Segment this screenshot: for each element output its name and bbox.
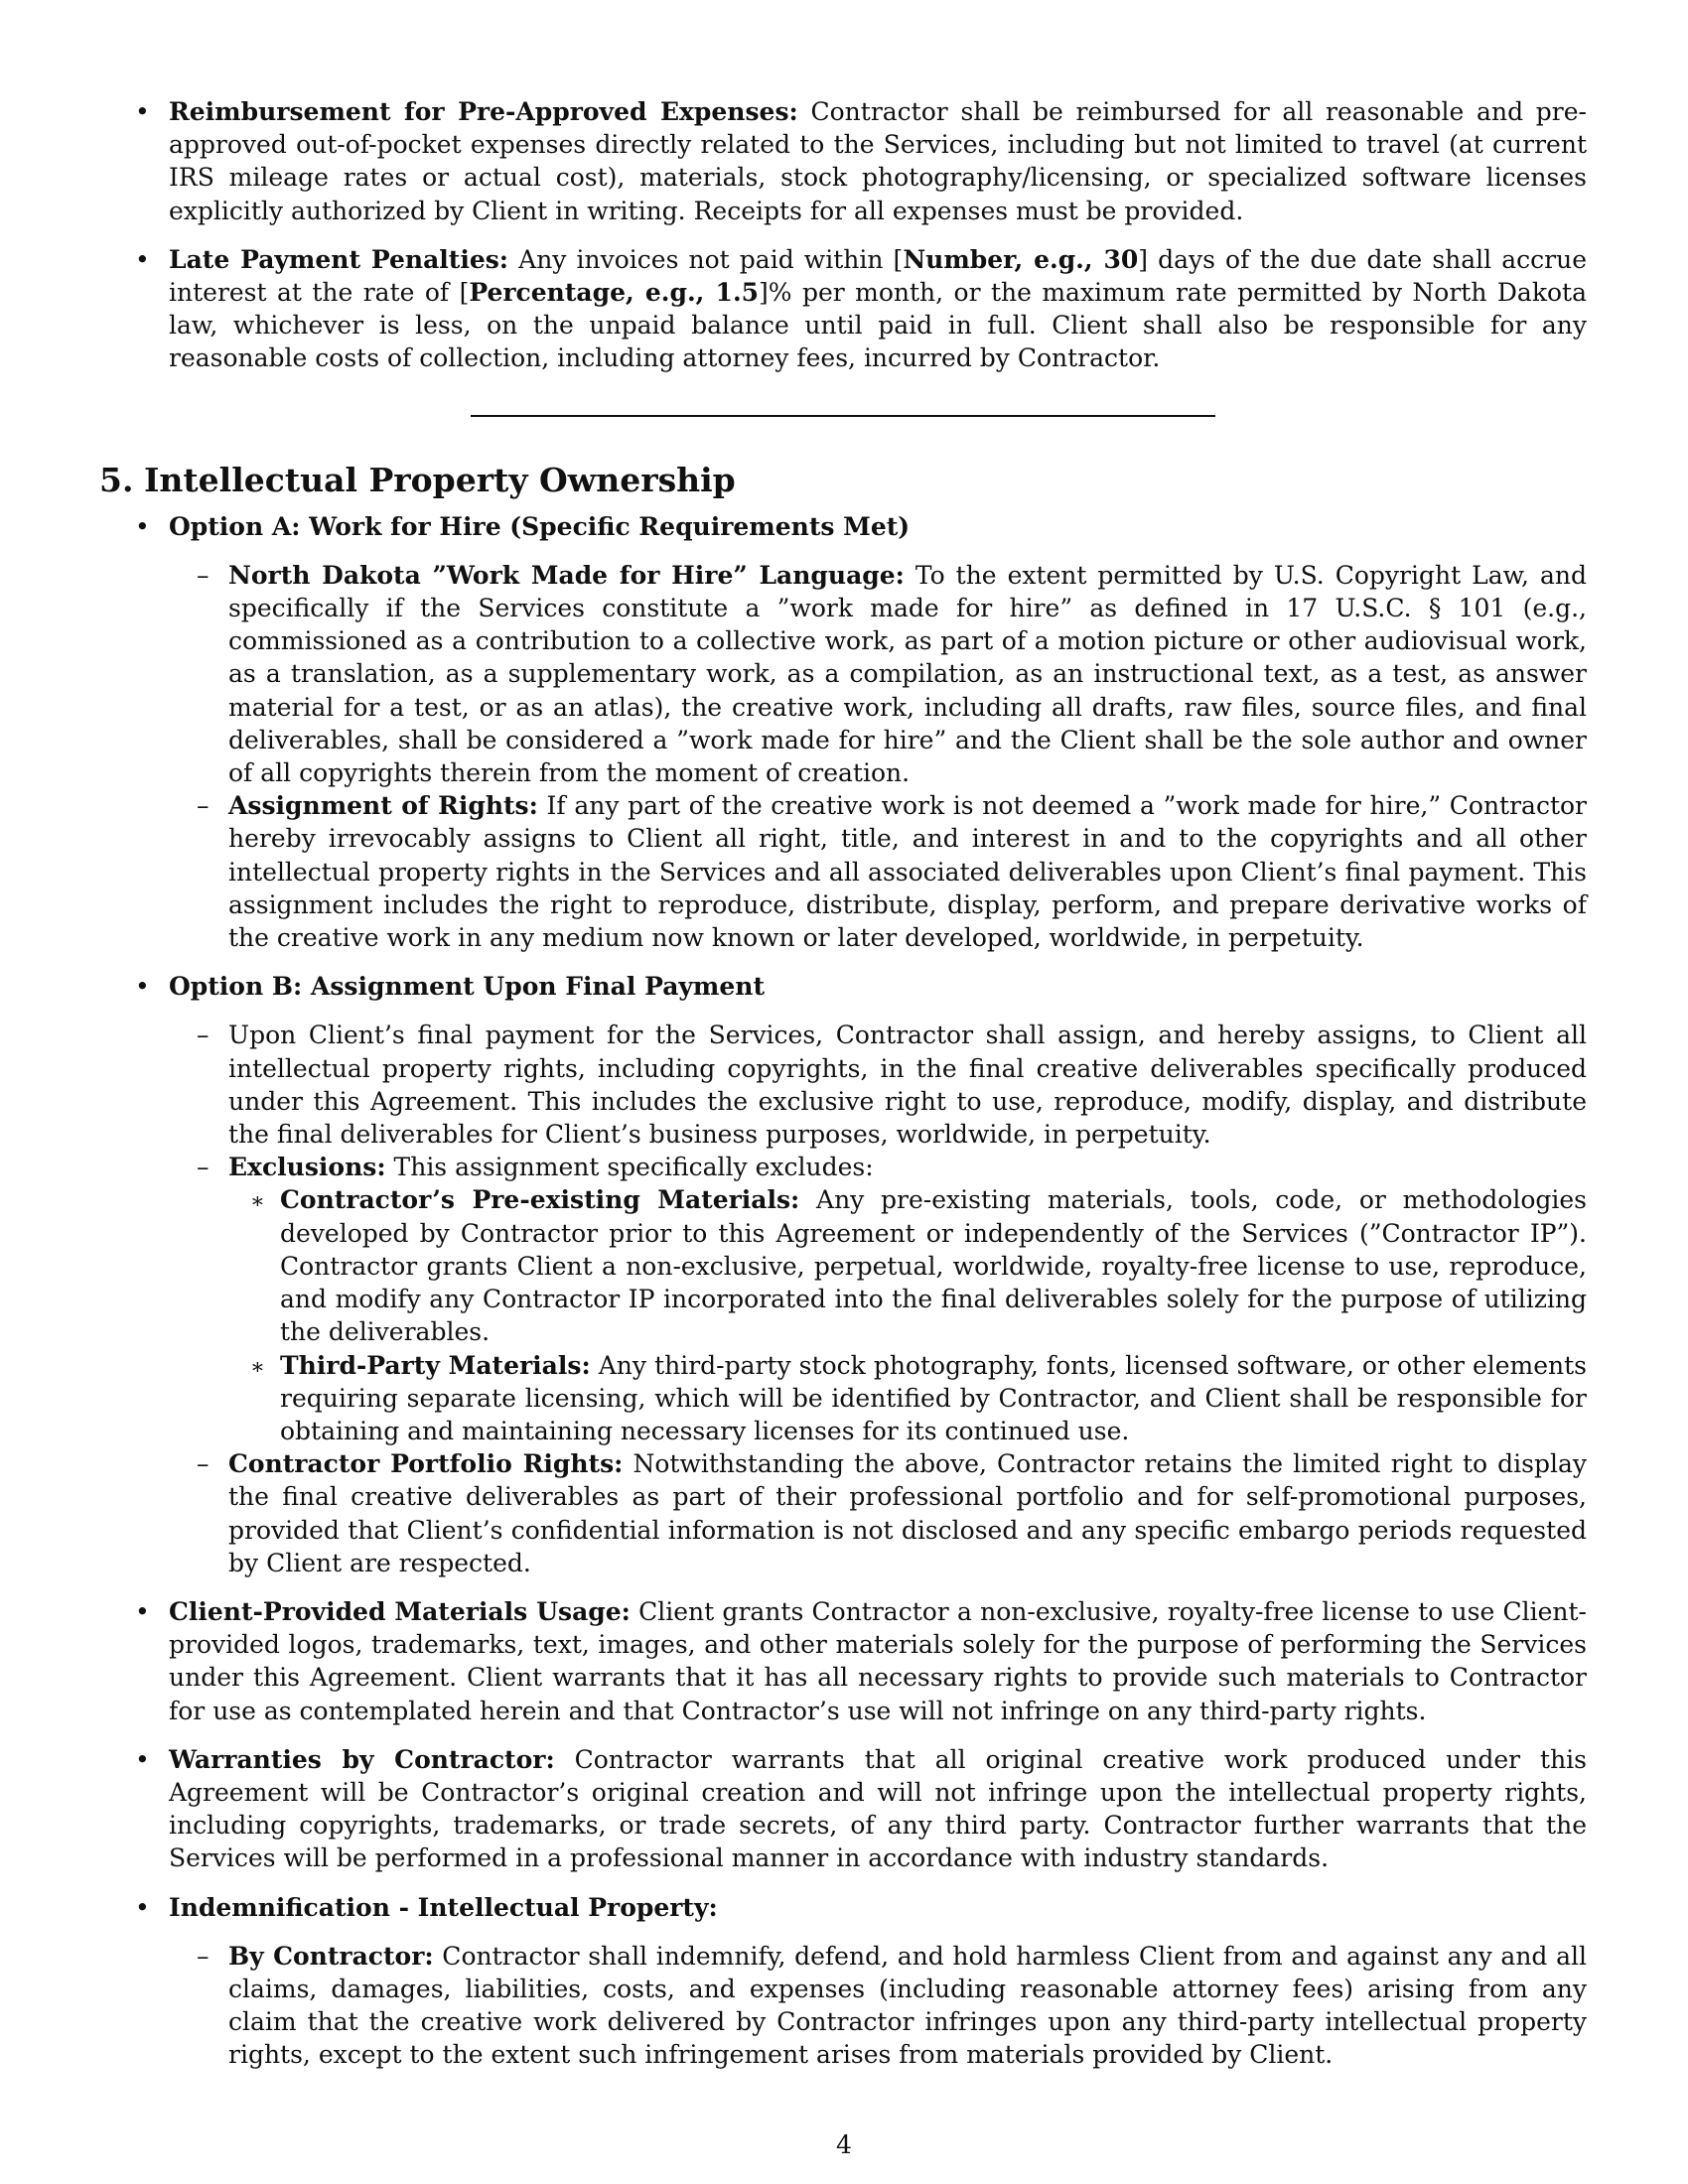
list-item xyxy=(99,243,1587,375)
client-materials-paragraph xyxy=(169,1595,1587,1727)
dash-bullet: – xyxy=(197,1153,210,1182)
pre-existing-paragraph xyxy=(280,1183,1587,1348)
item-text: Client grants Contractor a non-exclusive, royalty-free license to use Client-provided logos, trademarks, text, images, and other materials solely for the purpose of performing the Services under this Agreement. Client warrants that it has all necessary rights to provide such materials to Contractor for use as contemplated herein and that Contractor’s use will not infringe on any third-party rights. xyxy=(169,1596,1588,1725)
item-label: Client-Provided Materials Usage: xyxy=(169,1596,631,1626)
item-text: Notwithstanding the above, Contractor retains the limited right to display the final creative deliverables as part of their professional portfolio and for self-promotional purposes, provided that Client’s confidential information is not disclosed and any specific embargo periods requested by Client are respected. xyxy=(228,1449,1587,1577)
option-a xyxy=(99,510,1587,955)
dash-bullet: – xyxy=(197,791,210,821)
list-item xyxy=(99,1940,1587,2072)
list-item xyxy=(228,1183,1587,1348)
work-for-hire-paragraph xyxy=(228,559,1587,789)
dash-bullet: – xyxy=(197,1941,210,1971)
dash-bullet: – xyxy=(197,1449,210,1479)
asterisk-bullet: ∗ xyxy=(250,1189,265,1215)
by-contractor-paragraph xyxy=(228,1940,1587,2072)
bullet: • xyxy=(135,97,150,126)
item-text: ]% per month, or the maximum rate permitted by North Dakota law, whichever is less, on the unpaid balance until paid in full. Client shall also be responsible for any reasonable costs of collection, including attorney fees, incurred by Contractor. xyxy=(169,278,1587,373)
item-label: Third-Party Materials: xyxy=(280,1350,591,1380)
warranties-paragraph xyxy=(169,1743,1587,1875)
bullet: • xyxy=(135,1596,150,1626)
item-label: Warranties by Contractor: xyxy=(169,1744,555,1774)
option-heading-text: Option A: Work for Hire (Specific Requirements Met) xyxy=(169,511,911,541)
option-b-intro: Upon Client’s final payment for the Services, Contractor shall assign, and hereby assigns, to Client all intellectual property rights, including copyrights, in the final creative deliverables specifically produced under this Agreement. This includes the exclusive right to use, reproduce, modify, display, and distribute the final deliverables for Client’s business purposes, worldwide, in perpetuity. xyxy=(228,1021,1587,1150)
list-item xyxy=(99,95,1587,227)
exclusions-paragraph xyxy=(228,1151,1587,1183)
client-materials xyxy=(99,1595,1587,1727)
item-text: ] days of the due date shall accrue interest at the rate of [ xyxy=(169,244,1588,308)
list-item xyxy=(99,789,1587,954)
reimbursement-paragraph xyxy=(169,95,1587,227)
late-payment-paragraph xyxy=(169,243,1587,375)
section-heading xyxy=(99,461,1587,500)
bullet: • xyxy=(135,972,150,1002)
list-item xyxy=(228,1349,1587,1448)
item-text: This assignment specifically excludes: xyxy=(385,1153,874,1182)
item-label: Contractor’s Pre-existing Materials: xyxy=(280,1185,800,1215)
exclusions-list xyxy=(228,1183,1587,1447)
page-number: 4 xyxy=(836,2130,852,2159)
item-label: Contractor Portfolio Rights: xyxy=(228,1449,624,1479)
bullet: • xyxy=(135,1744,150,1774)
item-text: Contractor shall indemnify, defend, and hold harmless Client from and against any and all claims, damages, liabilities, costs, and expenses (including reasonable attorney fees) arising from any claim that the creative work delivered by Contractor infringes upon any third-party intellectual property rights, except to the extent such infringement arises from materials provided by Client. xyxy=(228,1941,1588,2070)
bullet: • xyxy=(135,1892,150,1922)
placeholder-percentage: Percentage, e.g., 1.5 xyxy=(469,278,760,308)
dash-bullet: – xyxy=(197,1021,210,1050)
asterisk-bullet: ∗ xyxy=(250,1354,265,1380)
item-text: Any invoices not paid within [ xyxy=(508,244,904,274)
item-text: If any part of the creative work is not deemed a ”work made for hire,” Contractor hereby irrevocably assigns to Client all right, title, and interest in and to the copyrights and all other intellectual property rights in the Services and all associated deliverables upon Client’s final payment. This assignment includes the right to reproduce, distribute, display, perform, and prepare derivative works of the creative work in any medium now known or later developed, worldwide, in perpetuity. xyxy=(228,791,1587,953)
item-label: By Contractor: xyxy=(228,1941,434,1971)
item-text: Contractor warrants that all original creative work produced under this Agreement will be Contractor’s original creation and will not infringe upon the intellectual property rights, including copyrights, trademarks, or trade secrets, of any third party. Contractor further warrants that the Services will be performed in a professional manner in accordance with industry standards. xyxy=(169,1744,1587,1873)
list-item xyxy=(99,559,1587,789)
placeholder-number: Number, e.g., 30 xyxy=(903,244,1139,274)
option-heading-text: Option B: Assignment Upon Final Payment xyxy=(169,972,765,1002)
item-label: Reimbursement for Pre-Approved Expenses: xyxy=(169,97,798,126)
item-text: Contractor shall be reimbursed for all reasonable and pre-approved out-of-pocket expenses directly related to the Services, including but not limited to travel (at current IRS mileage rates or actual cost), materials, stock photography/licensing, or specialized software licenses explicitly authorized by Client in writing. Receipts for all expenses must be provided. xyxy=(169,97,1587,225)
item-label: Assignment of Rights: xyxy=(228,791,538,821)
item-text: To the extent permitted by U.S. Copyright Law, and specifically if the Services constitute a ”work made for hire” as defined in 17 U.S.C. § 101 (e.g., commissioned as a contribution to a collective work, as part of a motion picture or other audiovisual work, as a translation, as a supplementary work, as a compilation, as an instructional text, as a test, as answer material for a test, or as an atlas), the creative work, including all drafts, raw files, source files, and final deliverables, shall be considered a ”work made for hire” and the Client shall be the sole author and owner of all copyrights therein from the moment of creation. xyxy=(228,560,1587,788)
list-item xyxy=(99,1151,1587,1447)
option-b-heading xyxy=(169,970,1587,1003)
section-divider xyxy=(471,415,1215,417)
item-label: Late Payment Penalties: xyxy=(169,244,509,274)
option-b-list xyxy=(169,1019,1587,1578)
portfolio-paragraph xyxy=(228,1447,1587,1579)
section-list xyxy=(99,510,1587,2072)
section-number: 5. xyxy=(99,460,134,499)
section-title: Intellectual Property Ownership xyxy=(144,460,736,499)
page-content xyxy=(99,95,1587,2088)
item-text: Any pre-existing materials, tools, code, or methodologies developed by Contractor prior to this Agreement or independently of the Services (”Contractor IP”). Contractor grants Client a non-exclusive, perpetual, worldwide, royalty-free license to use, reproduce, and modify any Contractor IP incorporated into the final deliverables solely for the purpose of utilizing the deliverables. xyxy=(280,1185,1587,1347)
third-party-paragraph xyxy=(280,1349,1587,1448)
item-heading-text: Indemnification - Intellectual Property: xyxy=(169,1892,718,1922)
payment-terms-list xyxy=(99,95,1587,375)
option-b xyxy=(99,970,1587,1579)
item-label: Exclusions: xyxy=(228,1153,386,1182)
dash-bullet: – xyxy=(197,560,210,590)
item-text: Any third-party stock photography, fonts, licensed software, or other elements requiring separate licensing, which will be identified by Contractor, and Client shall be responsible for obtaining and maintaining necessary licenses for its continued use. xyxy=(280,1350,1588,1445)
indemnification-heading xyxy=(169,1891,1587,1924)
option-a-list xyxy=(169,559,1587,954)
option-a-heading xyxy=(169,510,1587,543)
bullet: • xyxy=(135,244,150,274)
list-item xyxy=(99,1447,1587,1579)
item-label: North Dakota ”Work Made for Hire” Language: xyxy=(228,560,905,590)
indemnification-list xyxy=(169,1940,1587,2072)
list-item xyxy=(99,1019,1587,1151)
warranties xyxy=(99,1743,1587,1875)
indemnification xyxy=(99,1891,1587,2072)
assignment-paragraph xyxy=(228,789,1587,954)
bullet: • xyxy=(135,511,150,541)
